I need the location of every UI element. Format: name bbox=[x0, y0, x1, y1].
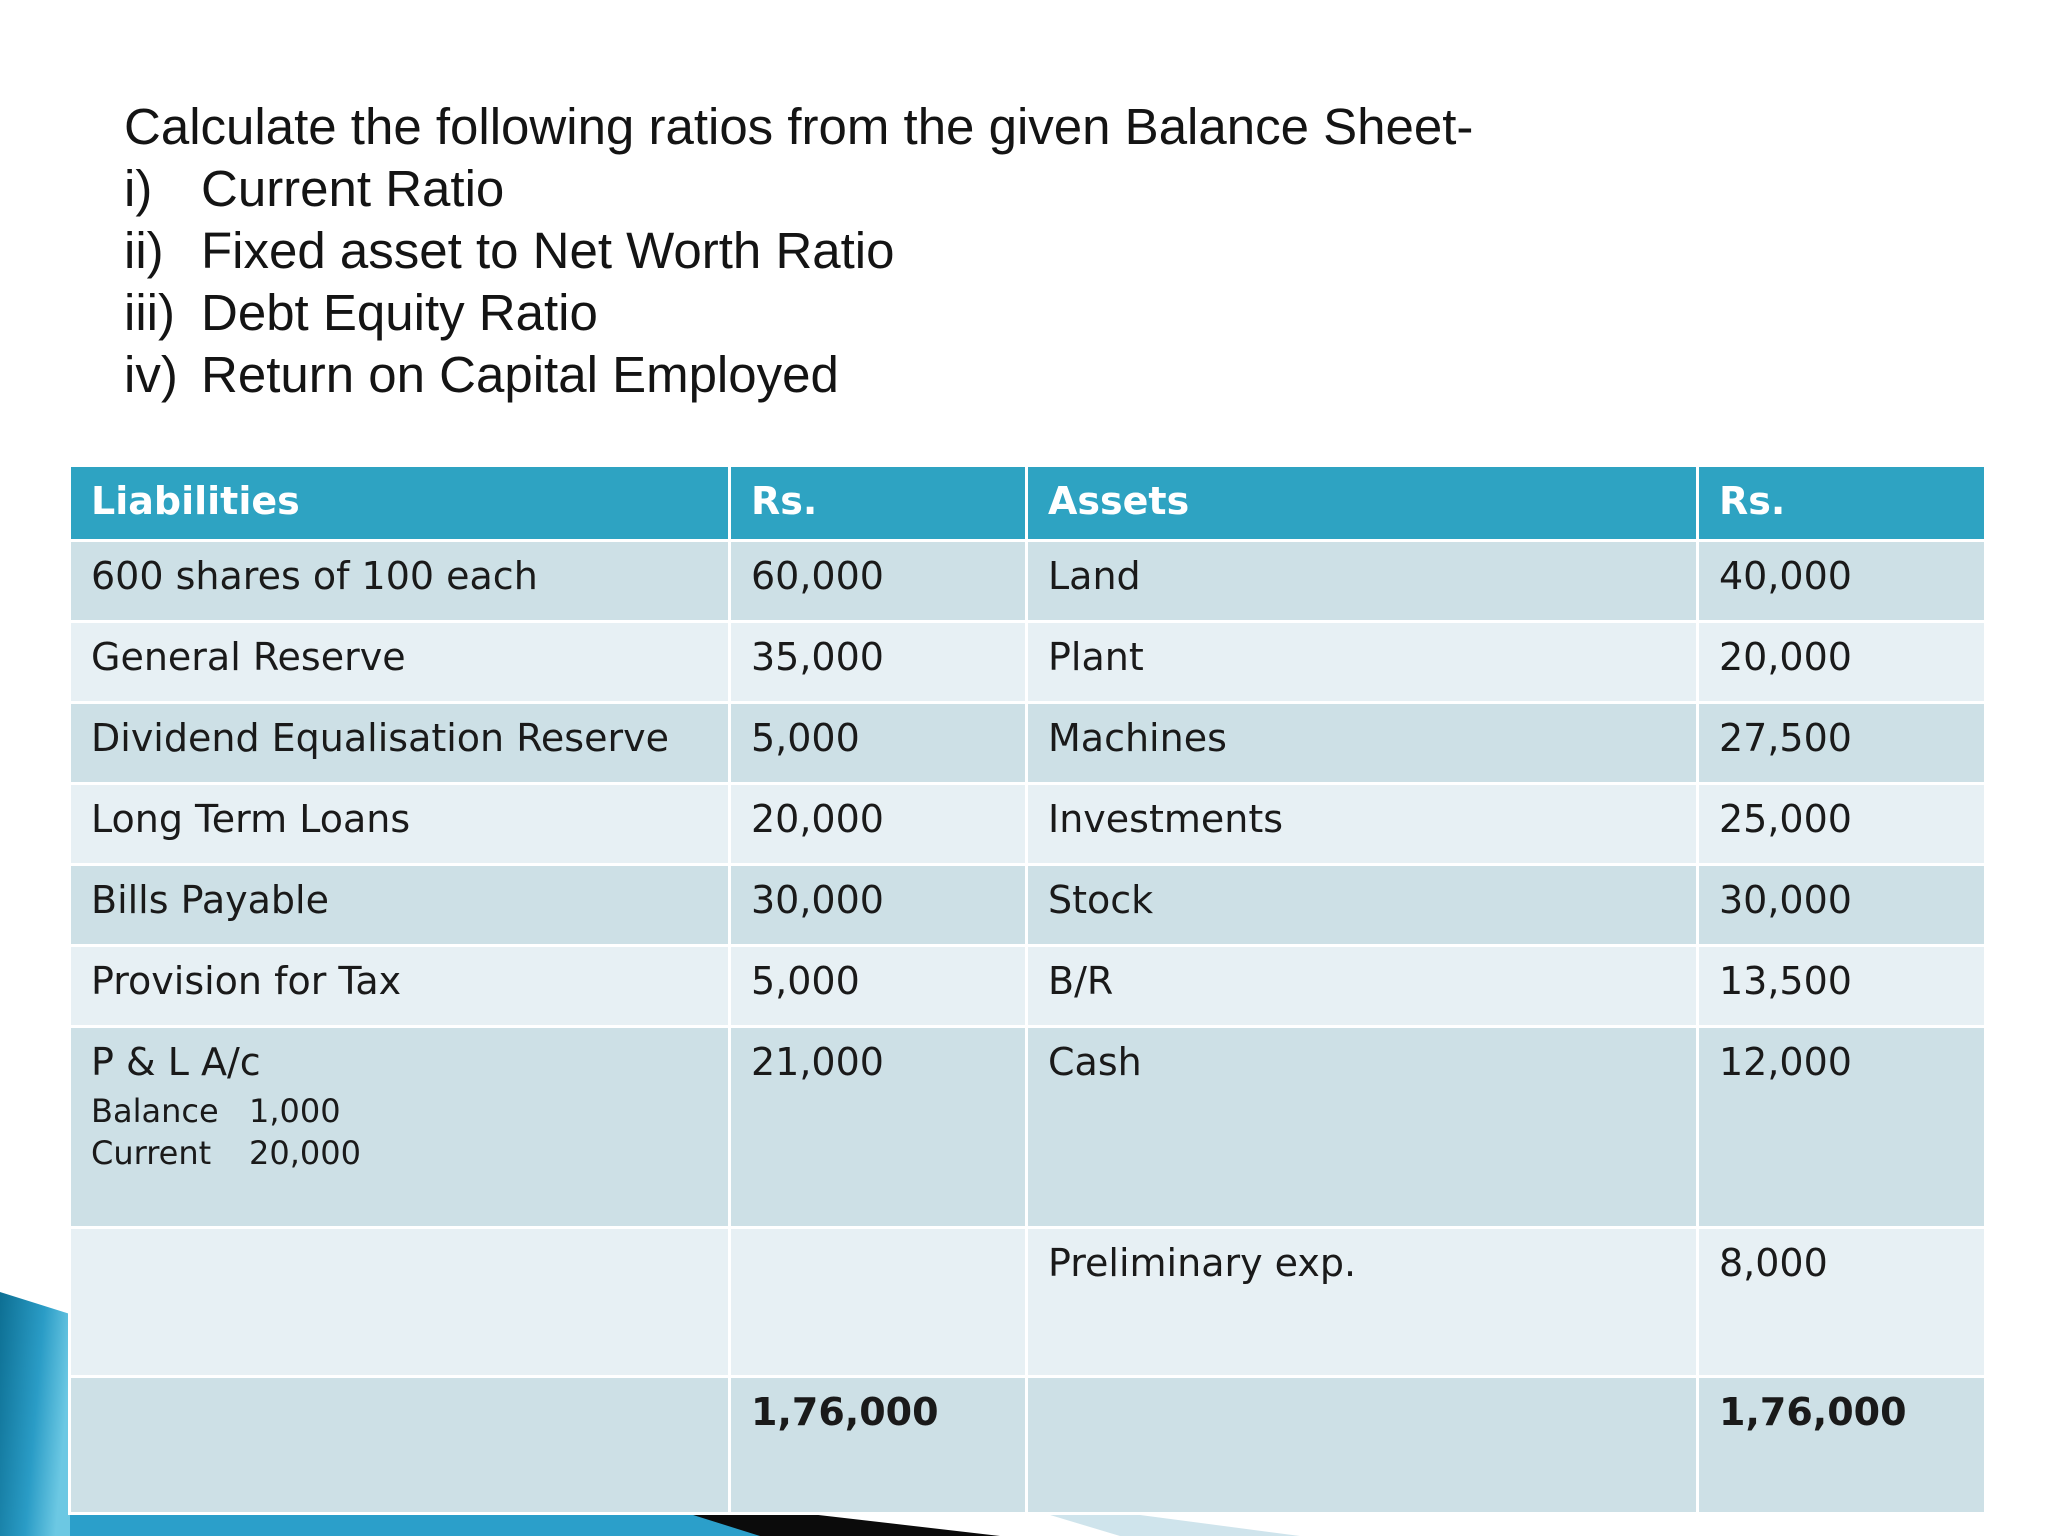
pl-breakdown-line bbox=[91, 1090, 728, 1132]
ratio-text: Current Ratio bbox=[201, 160, 505, 217]
pl-breakdown-label: Balance bbox=[91, 1092, 219, 1130]
asset-cell: B/R bbox=[1027, 946, 1698, 1027]
table-row bbox=[70, 1027, 1986, 1228]
teal-wave-shape bbox=[0, 1292, 70, 1536]
assets-total: 1,76,000 bbox=[1698, 1377, 1986, 1514]
asset-cell: Machines bbox=[1027, 703, 1698, 784]
total-label-cell bbox=[1027, 1377, 1698, 1514]
liability-cell: Dividend Equalisation Reserve bbox=[70, 703, 730, 784]
ratio-item bbox=[124, 344, 1924, 406]
table-row bbox=[70, 865, 1986, 946]
ratio-item bbox=[124, 282, 1924, 344]
ratio-number: ii) bbox=[124, 222, 164, 279]
liability-amount-cell: 20,000 bbox=[730, 784, 1027, 865]
asset-amount-cell: 8,000 bbox=[1698, 1228, 1986, 1377]
pl-breakdown-value: 20,000 bbox=[249, 1134, 361, 1172]
asset-amount-cell: 30,000 bbox=[1698, 865, 1986, 946]
liability-amount-cell: 35,000 bbox=[730, 622, 1027, 703]
liability-amount-cell: 5,000 bbox=[730, 703, 1027, 784]
asset-amount-cell: 40,000 bbox=[1698, 541, 1986, 622]
header-assets-amount: Rs. bbox=[1698, 466, 1986, 541]
asset-cell: Plant bbox=[1027, 622, 1698, 703]
liability-cell: Bills Payable bbox=[70, 865, 730, 946]
ratio-item bbox=[124, 220, 1924, 282]
question-block bbox=[124, 96, 1924, 406]
pl-breakdown-line bbox=[91, 1132, 728, 1174]
totals-row bbox=[70, 1377, 1986, 1514]
table-row bbox=[70, 703, 1986, 784]
liability-cell: Provision for Tax bbox=[70, 946, 730, 1027]
header-liabilities-amount: Rs. bbox=[730, 466, 1027, 541]
table-header-row bbox=[70, 466, 1986, 541]
ratio-number: iv) bbox=[124, 346, 178, 403]
balance-sheet-table bbox=[68, 464, 1987, 1515]
asset-amount-cell: 20,000 bbox=[1698, 622, 1986, 703]
asset-amount-cell: 12,000 bbox=[1698, 1027, 1986, 1228]
table-row bbox=[70, 541, 1986, 622]
pl-account-label: P & L A/c bbox=[91, 1040, 261, 1084]
ratio-number: iii) bbox=[124, 284, 175, 341]
liability-amount-cell bbox=[730, 1228, 1027, 1377]
asset-cell: Cash bbox=[1027, 1027, 1698, 1228]
total-label-cell bbox=[70, 1377, 730, 1514]
liability-cell: 600 shares of 100 each bbox=[70, 541, 730, 622]
table-row bbox=[70, 1228, 1986, 1377]
table-row bbox=[70, 946, 1986, 1027]
liability-cell: General Reserve bbox=[70, 622, 730, 703]
liability-cell bbox=[70, 1228, 730, 1377]
pl-breakdown-label: Current bbox=[91, 1134, 212, 1172]
asset-cell: Stock bbox=[1027, 865, 1698, 946]
liabilities-total: 1,76,000 bbox=[730, 1377, 1027, 1514]
header-assets: Assets bbox=[1027, 466, 1698, 541]
ratio-text: Debt Equity Ratio bbox=[201, 284, 598, 341]
liability-amount-cell: 5,000 bbox=[730, 946, 1027, 1027]
liability-amount-cell: 30,000 bbox=[730, 865, 1027, 946]
ratio-text: Return on Capital Employed bbox=[201, 346, 839, 403]
header-liabilities: Liabilities bbox=[70, 466, 730, 541]
question-title: Calculate the following ratios from the given Balance Sheet- bbox=[124, 98, 1474, 155]
ratio-text: Fixed asset to Net Worth Ratio bbox=[201, 222, 895, 279]
asset-amount-cell: 13,500 bbox=[1698, 946, 1986, 1027]
liability-cell bbox=[70, 1027, 730, 1228]
asset-amount-cell: 27,500 bbox=[1698, 703, 1986, 784]
ratio-number: i) bbox=[124, 160, 153, 217]
pl-breakdown bbox=[91, 1090, 728, 1174]
table-row bbox=[70, 784, 1986, 865]
asset-cell: Land bbox=[1027, 541, 1698, 622]
liability-amount-cell: 21,000 bbox=[730, 1027, 1027, 1228]
ratio-item bbox=[124, 158, 1924, 220]
liability-amount-cell: 60,000 bbox=[730, 541, 1027, 622]
asset-cell: Preliminary exp. bbox=[1027, 1228, 1698, 1377]
table-row bbox=[70, 622, 1986, 703]
liability-cell: Long Term Loans bbox=[70, 784, 730, 865]
pl-breakdown-value: 1,000 bbox=[249, 1092, 341, 1130]
asset-amount-cell: 25,000 bbox=[1698, 784, 1986, 865]
asset-cell: Investments bbox=[1027, 784, 1698, 865]
